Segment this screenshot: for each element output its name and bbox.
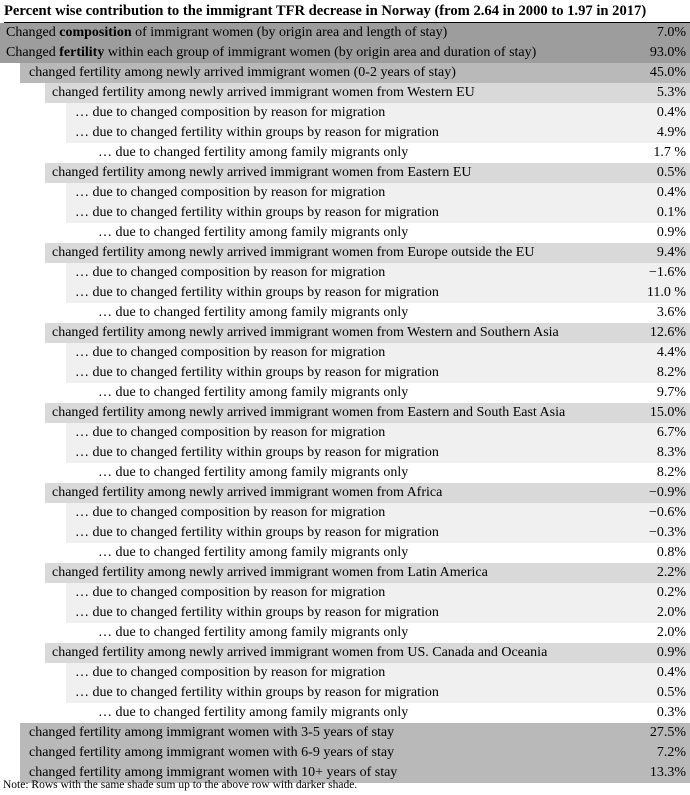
table-row: [0, 343, 690, 363]
row-value: 0.4%: [656, 665, 686, 680]
row-value: 7.0%: [656, 25, 686, 40]
row-label-text: … due to changed fertility within groups by reason for migration: [75, 525, 439, 540]
table-row: [0, 583, 690, 603]
row-label-emphasis: composition: [59, 25, 132, 40]
row-value: 45.0%: [649, 65, 686, 80]
row-label: [52, 243, 534, 263]
table-row: [0, 243, 690, 263]
table-row: [0, 363, 690, 383]
row-value: 0.4%: [656, 185, 686, 200]
table-title: Percent wise contribution to the immigrant TFR decrease in Norway (from 2.64 in 2000 to 1.97 in 2017): [4, 0, 690, 23]
row-label-text: … due to changed fertility among family migrants only: [98, 705, 409, 720]
table-row: [0, 543, 690, 563]
table-row: [0, 603, 690, 623]
table-row: [0, 463, 690, 483]
row-value: 0.5%: [656, 685, 686, 700]
row-label: [75, 523, 439, 543]
row-label: [98, 223, 408, 243]
row-value: 13.3%: [649, 765, 686, 780]
row-value: 2.0%: [656, 605, 686, 620]
row-label: [52, 403, 565, 423]
row-value: −1.6%: [648, 265, 686, 280]
table-row: [0, 623, 690, 643]
table-row: [0, 303, 690, 323]
row-label-text: changed fertility among newly arrived immigrant women from Eastern and South East Asia: [52, 405, 566, 420]
row-label: [75, 103, 385, 123]
row-value: 4.4%: [656, 345, 686, 360]
row-label-text: … due to changed fertility among family migrants only: [98, 145, 409, 160]
row-label: [75, 263, 385, 283]
row-label-text: … due to changed fertility within groups by reason for migration: [75, 365, 439, 380]
row-label-text: changed fertility among newly arrived immigrant women from Western EU: [52, 85, 475, 100]
row-label: [75, 183, 385, 203]
row-value: 0.1%: [656, 205, 686, 220]
row-label: [98, 383, 408, 403]
table-row: [0, 203, 690, 223]
row-label-text: … due to changed fertility within groups by reason for migration: [75, 605, 439, 620]
row-value: 7.2%: [656, 745, 686, 760]
table-row: [0, 43, 690, 63]
row-label-text: … due to changed composition by reason for migration: [75, 505, 386, 520]
row-label-text-rest: within each group of immigrant women (by origin area and duration of stay): [104, 45, 537, 60]
row-label: [52, 83, 475, 103]
table-row: [0, 143, 690, 163]
row-label-text: Changed: [6, 25, 60, 40]
row-label: [52, 563, 488, 583]
row-label-text: … due to changed fertility among family migrants only: [98, 305, 409, 320]
row-label: [75, 443, 439, 463]
row-label: [6, 43, 536, 63]
row-label-text: changed fertility among newly arrived immigrant women from Western and Southern Asia: [52, 325, 559, 340]
row-value: −0.9%: [648, 485, 686, 500]
table-row: [0, 563, 690, 583]
table-row: [0, 223, 690, 243]
row-label: [52, 643, 547, 663]
row-label-text: … due to changed composition by reason for migration: [75, 425, 386, 440]
table-row: [0, 503, 690, 523]
row-label: [98, 623, 408, 643]
row-label-text: … due to changed composition by reason for migration: [75, 585, 386, 600]
row-label-text: … due to changed fertility within groups by reason for migration: [75, 685, 439, 700]
row-label: [52, 163, 471, 183]
row-value: 2.2%: [656, 565, 686, 580]
row-value: 8.2%: [656, 365, 686, 380]
row-value: 11.0 %: [646, 285, 686, 300]
row-value: 1.7 %: [653, 145, 686, 160]
row-value: 8.2%: [656, 465, 686, 480]
row-value: 2.0%: [656, 625, 686, 640]
row-value: 9.4%: [656, 245, 686, 260]
row-value: 93.0%: [649, 45, 686, 60]
row-label: [75, 663, 385, 683]
row-label: [75, 343, 385, 363]
table-row: [0, 183, 690, 203]
row-label-text: … due to changed fertility among family migrants only: [98, 225, 409, 240]
row-value: −0.6%: [648, 505, 686, 520]
row-label: [98, 463, 408, 483]
row-label-text-rest: of immigrant women (by origin area and length of stay): [131, 25, 448, 40]
row-value: 9.7%: [656, 385, 686, 400]
row-label-text: … due to changed fertility among family migrants only: [98, 625, 409, 640]
row-value: 3.6%: [656, 305, 686, 320]
table-row: [0, 523, 690, 543]
row-value: 27.5%: [649, 725, 686, 740]
row-label: [75, 363, 439, 383]
row-label: [75, 583, 385, 603]
row-value: 12.6%: [649, 325, 686, 340]
row-label-text: changed fertility among immigrant women with 6-9 years of stay: [29, 745, 395, 760]
table-row: [0, 683, 690, 703]
table-row: [0, 643, 690, 663]
table-row: [0, 703, 690, 723]
row-label: [75, 203, 439, 223]
table-note: Note: Rows with the same shade sum up to the above row with darker shade.: [3, 779, 358, 791]
row-label-text: … due to changed fertility within groups by reason for migration: [75, 125, 439, 140]
table-row: [0, 283, 690, 303]
table-row: [0, 423, 690, 443]
row-label-emphasis: fertility: [59, 45, 105, 60]
row-value: 0.5%: [656, 165, 686, 180]
row-label: [29, 63, 456, 83]
row-label: [98, 703, 408, 723]
row-label-text: … due to changed fertility within groups by reason for migration: [75, 285, 439, 300]
row-value: 0.3%: [656, 705, 686, 720]
row-label: [75, 603, 439, 623]
row-label: [75, 283, 439, 303]
row-label-text: changed fertility among newly arrived immigrant women (0-2 years of stay): [29, 65, 456, 80]
row-label: [98, 303, 408, 323]
row-label-text: … due to changed composition by reason for migration: [75, 105, 386, 120]
row-value: 8.3%: [656, 445, 686, 460]
table-row: [0, 383, 690, 403]
row-label: [29, 743, 394, 763]
row-label: [29, 723, 394, 743]
table-row: [0, 103, 690, 123]
table-row: [0, 263, 690, 283]
table-row: [0, 483, 690, 503]
row-label: [75, 423, 385, 443]
row-label-text: … due to changed fertility among family migrants only: [98, 465, 409, 480]
contribution-table: [0, 23, 690, 783]
row-label-text: … due to changed composition by reason for migration: [75, 185, 386, 200]
table-row: [0, 123, 690, 143]
row-label-text: changed fertility among newly arrived immigrant women from Africa: [52, 485, 443, 500]
row-value: 0.2%: [656, 585, 686, 600]
row-label-text: … due to changed fertility within groups by reason for migration: [75, 445, 439, 460]
row-label: [75, 123, 439, 143]
row-label-text: changed fertility among immigrant women with 3-5 years of stay: [29, 725, 395, 740]
row-label-text: changed fertility among immigrant women with 10+ years of stay: [29, 765, 398, 780]
row-label-text: … due to changed fertility within groups by reason for migration: [75, 205, 439, 220]
row-label-text: Changed: [6, 45, 60, 60]
row-value: 0.9%: [656, 645, 686, 660]
row-label: [6, 23, 447, 43]
row-value: 0.8%: [656, 545, 686, 560]
row-label-text: … due to changed fertility among family migrants only: [98, 545, 409, 560]
table-row: [0, 443, 690, 463]
table-row: [0, 723, 690, 743]
row-label-text: changed fertility among newly arrived immigrant women from Latin America: [52, 565, 488, 580]
row-label-text: changed fertility among newly arrived immigrant women from Eastern EU: [52, 165, 472, 180]
row-label-text: … due to changed composition by reason for migration: [75, 265, 386, 280]
row-label: [75, 683, 439, 703]
row-label-text: … due to changed fertility among family migrants only: [98, 385, 409, 400]
row-label: [75, 503, 385, 523]
row-value: 6.7%: [656, 425, 686, 440]
row-label-text: … due to changed composition by reason for migration: [75, 345, 386, 360]
table-row: [0, 163, 690, 183]
table-row: [0, 63, 690, 83]
row-value: −0.3%: [648, 525, 686, 540]
table-row: [0, 663, 690, 683]
row-label-text: changed fertility among newly arrived immigrant women from Europe outside the EU: [52, 245, 535, 260]
table-row: [0, 23, 690, 43]
row-label: [52, 483, 442, 503]
row-label-text: … due to changed composition by reason for migration: [75, 665, 386, 680]
row-value: 15.0%: [649, 405, 686, 420]
row-label-text: changed fertility among newly arrived immigrant women from US. Canada and Oceania: [52, 645, 548, 660]
table-row: [0, 323, 690, 343]
table-row: [0, 403, 690, 423]
row-label: [98, 143, 408, 163]
table-row: [0, 83, 690, 103]
row-label: [52, 323, 559, 343]
row-value: 0.9%: [656, 225, 686, 240]
row-label: [98, 543, 408, 563]
table-row: [0, 743, 690, 763]
row-value: 4.9%: [656, 125, 686, 140]
row-value: 5.3%: [656, 85, 686, 100]
row-value: 0.4%: [656, 105, 686, 120]
